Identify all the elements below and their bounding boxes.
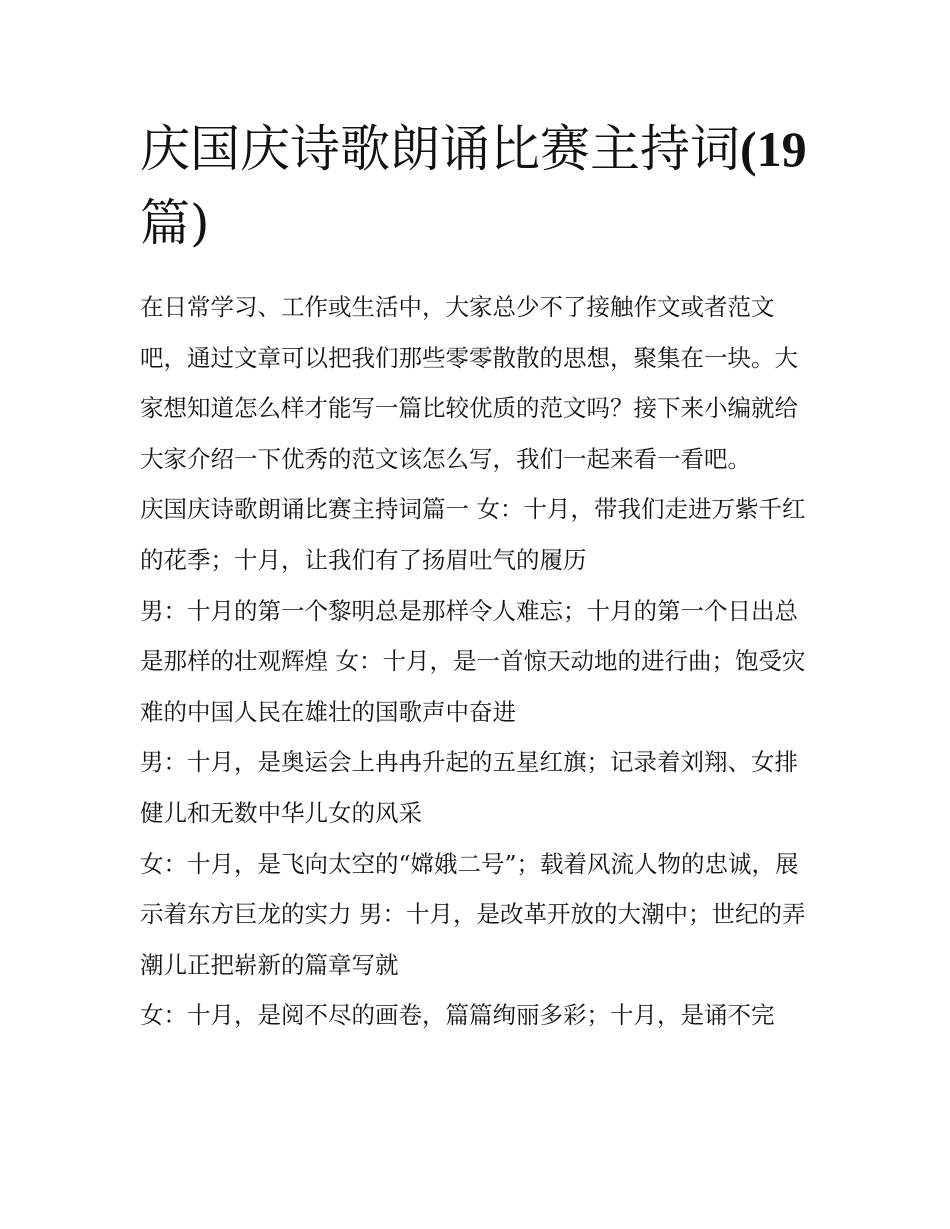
paragraph-3: 男：十月，是奥运会上冉冉升起的五星红旗；记录着刘翔、女排健儿和无数中华儿女的风采 [140,748,798,827]
document-body [140,282,815,1041]
paragraph-4: 女：十月，是飞向太空的“嫦娥二号”；载着风流人物的忠诚，展示着东方巨龙的实力 男：十月，是改革开放的大潮中；世纪的弄潮儿正把崭新的篇章写就 [140,849,806,979]
paragraph-2: 男：十月的第一个黎明总是那样令人难忘；十月的第一个日出总是那样的壮观辉煌 女：十月，是一首惊天动地的进行曲；饱受灾难的中国人民在雄壮的国歌声中奋进 [140,596,806,726]
title-text: 庆国庆诗歌朗诵比赛主持词 [140,120,740,178]
paragraph-5: 女：十月，是阅不尽的画卷，篇篇绚丽多彩；十月，是诵不完 [140,1001,775,1030]
document-page [140,112,815,1041]
paragraph-1: 庆国庆诗歌朗诵比赛主持词篇一 女：十月，带我们走进万紫千红的花季；十月，让我们有了扬眉吐气的履历 [140,495,806,574]
paragraph-intro: 在日常学习、工作或生活中，大家总少不了接触作文或者范文吧，通过文章可以把我们那些零零散散的思想，聚集在一块。大家想知道怎么样才能写一篇比较优质的范文吗？接下来小编就给大家介绍一下优秀的范文该怎么写，我们一起来看一看吧。 [140,293,798,473]
document-title [140,112,815,260]
title-count-close: 篇) [140,194,210,252]
title-count-open: (19 [740,121,807,177]
